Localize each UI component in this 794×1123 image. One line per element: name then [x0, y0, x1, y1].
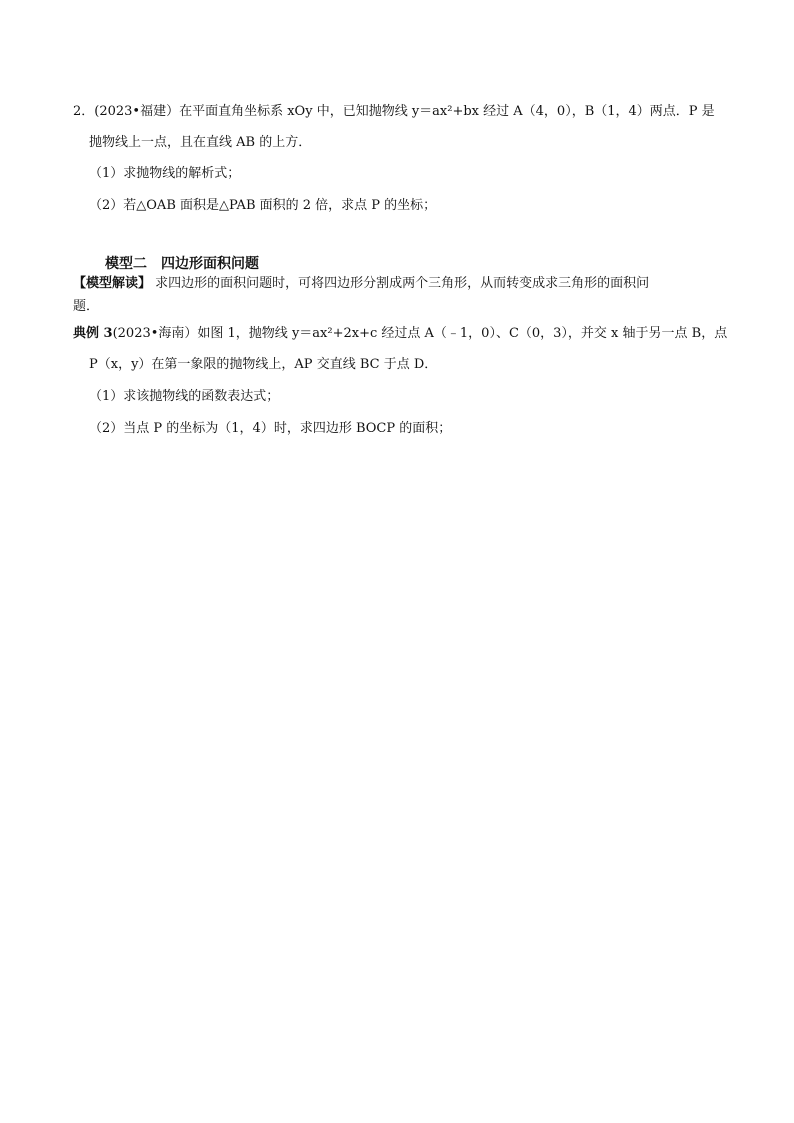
model-2-intro-line-2: 题． [73, 299, 100, 314]
model-2-heading: 模型二 四边形面积问题 [105, 256, 259, 272]
example-3-line-1 [73, 326, 727, 342]
example-3-label: 典例 3 [73, 326, 113, 341]
example-3-text: (2023•海南）如图 1，抛物线 y＝ax²+2x+c 经过点 A（﹣1，0）、C（0，3），并交 x 轴于另一点 B，点 [112, 326, 728, 341]
model-2-intro-line-1 [73, 276, 649, 292]
example-3-line-2: P（x，y）在第一象限的抛物线上，AP 交直线 BC 于点 D． [89, 357, 438, 372]
problem-2-line-2: 抛物线上一点，且在直线 AB 的上方． [89, 135, 312, 150]
example-3-question-2: （2）当点 P 的坐标为（1，4）时，求四边形 BOCP 的面积； [89, 421, 452, 436]
problem-2-question-2: （2）若△OAB 面积是△PAB 面积的 2 倍，求点 P 的坐标； [89, 198, 437, 213]
model-interpretation-text: 求四边形的面积问题时，可将四边形分割成两个三角形，从而转变成求三角形的面积问 [155, 276, 650, 291]
problem-2-line-1: 2．(2023•福建）在平面直角坐标系 xOy 中，已知抛物线 y＝ax²+bx 经过 A（4，0），B（1，4）两点．P 是 [73, 104, 715, 119]
example-3-question-1: （1）求该抛物线的函数表达式； [89, 389, 280, 404]
problem-2-question-1: （1）求抛物线的解析式； [89, 166, 241, 181]
model-interpretation-label: 【模型解读】 [73, 276, 152, 291]
